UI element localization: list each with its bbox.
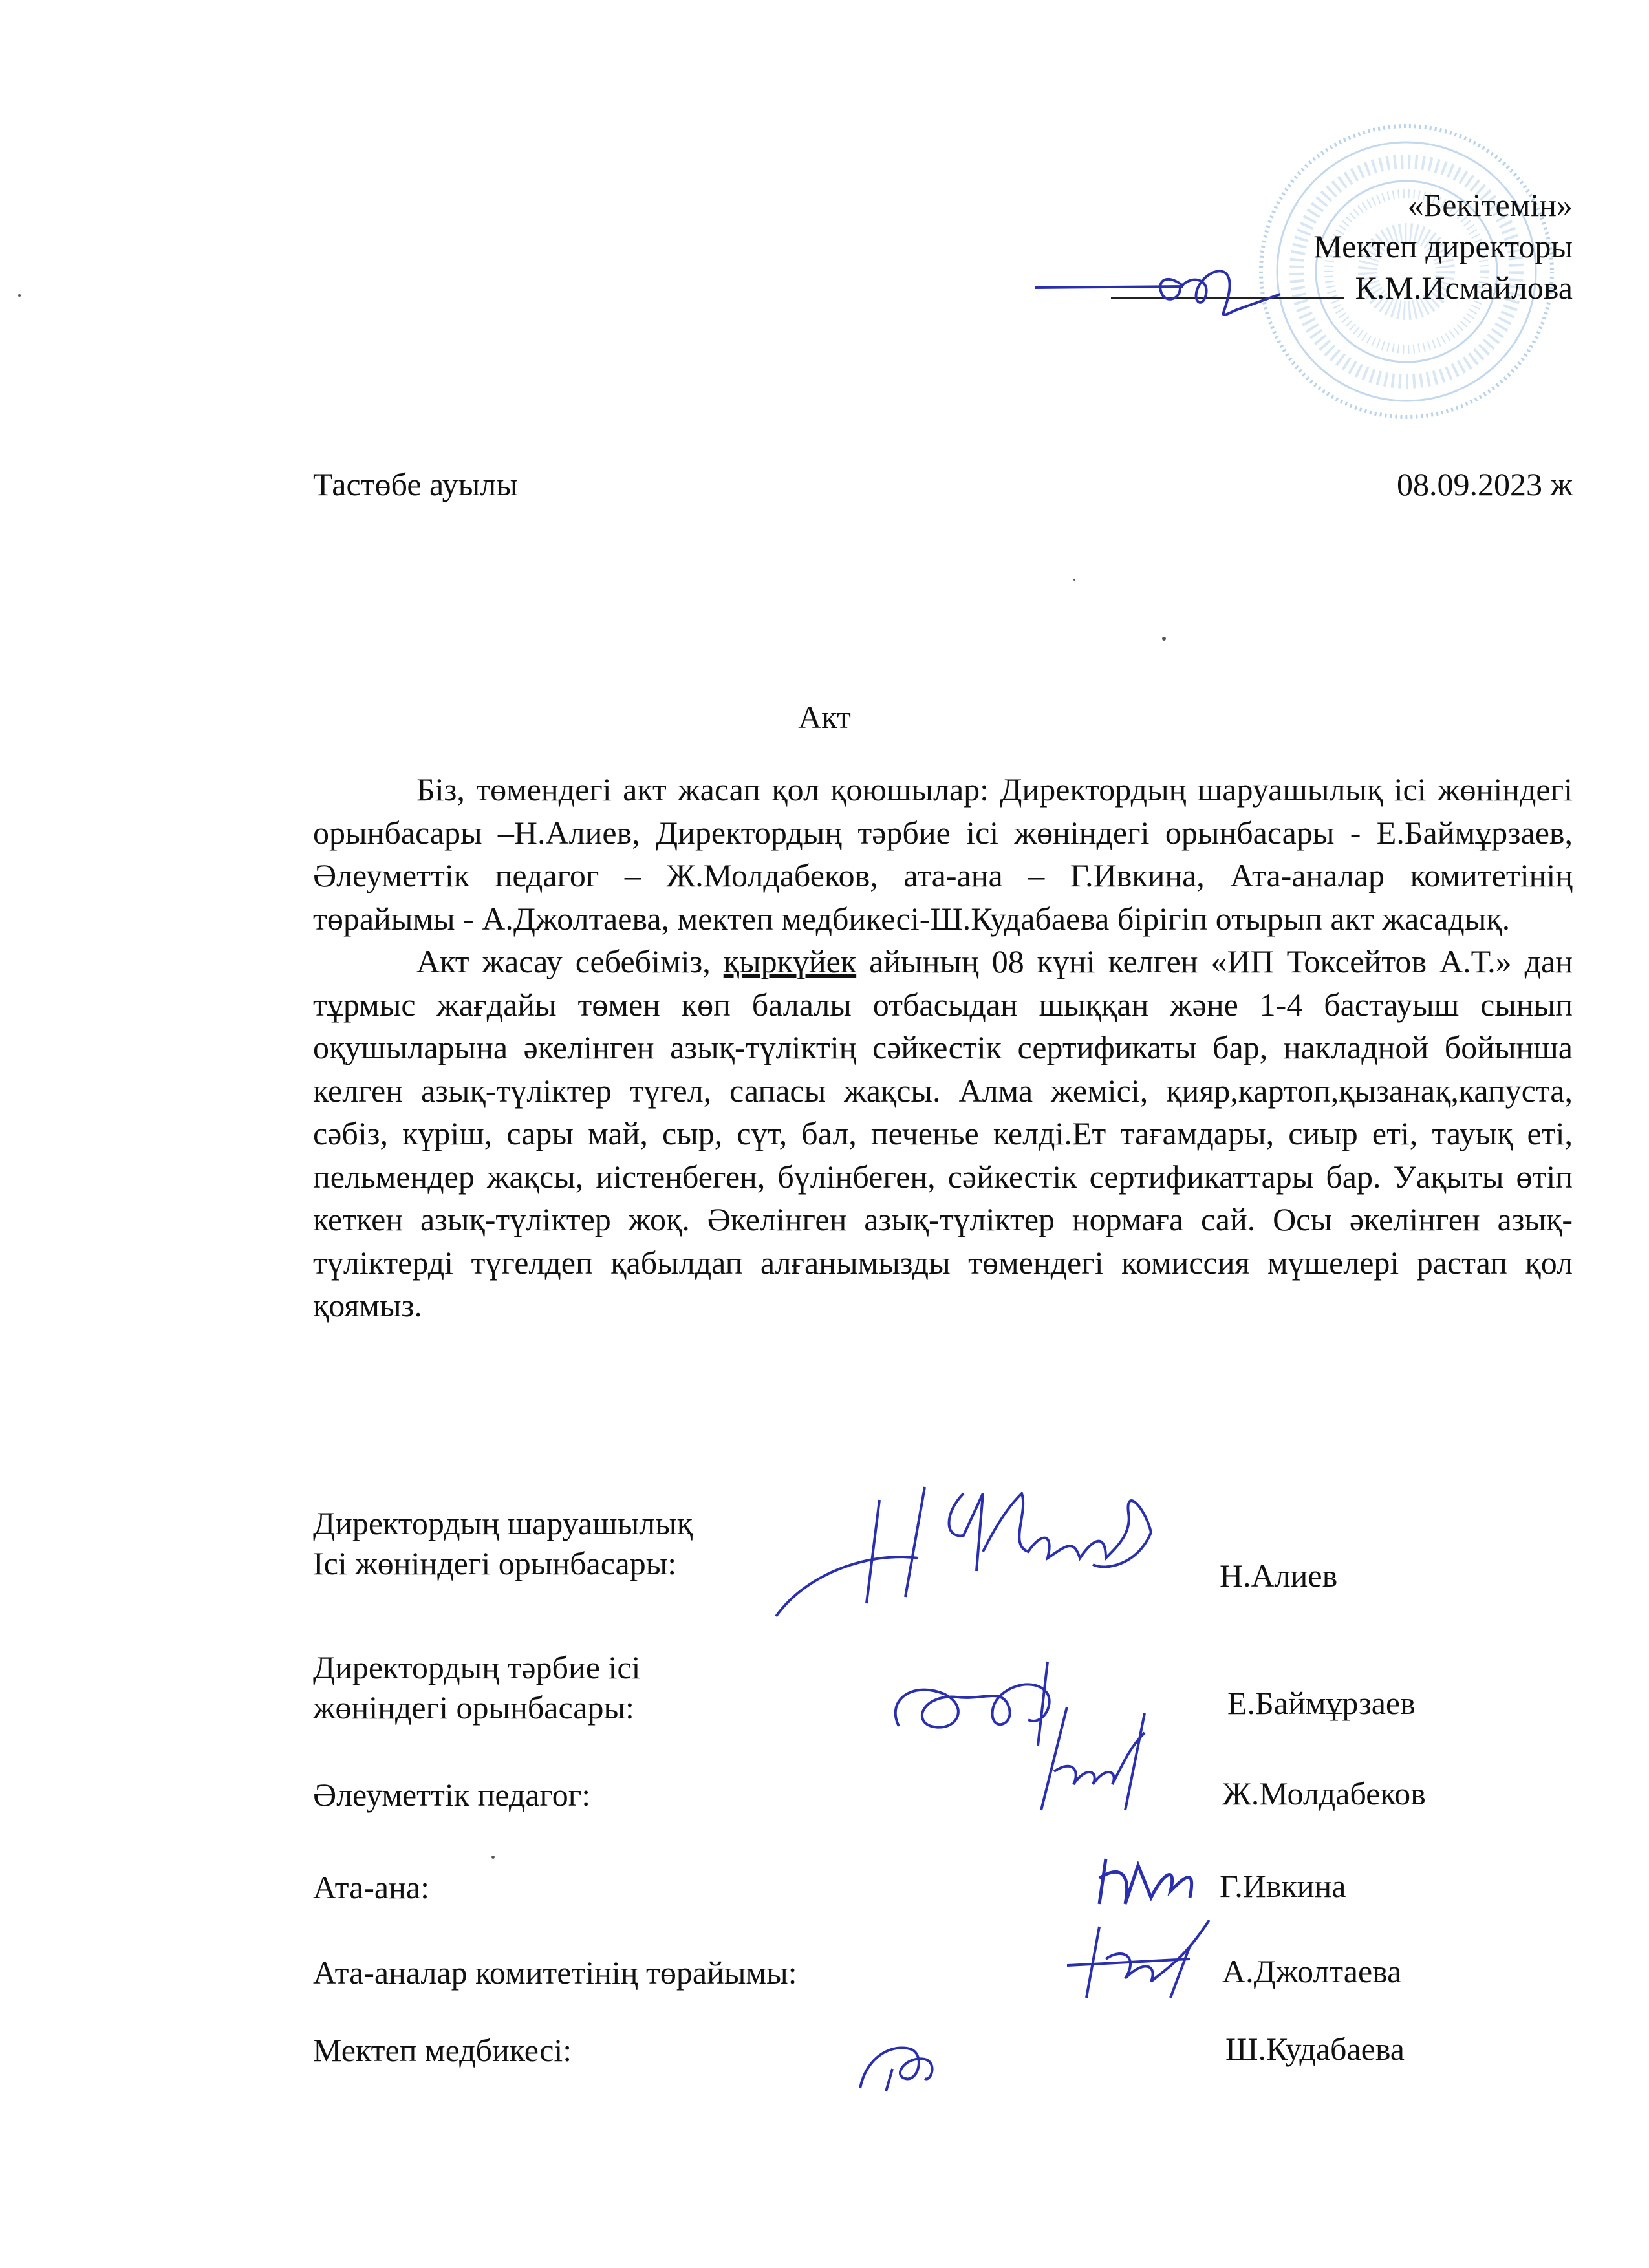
paragraph-2-rest: айының 08 күні келген «ИП Токсейтов А.Т.» дан тұрмыс жағдайы төмен көп балалы отбасыдан шыққан және 1-4 бастауыш сынып оқушыларына әкелінген азық-түліктің сәйкестік сертификаты бар, накладной бойынша келген азық-түліктер түгел, сапасы жақсы. Алма жемісі, қияр,картоп,қызанақ,капуста, сәбіз, күріш, сары май, сыр, сүт, бал, печенье келді.Ет тағамдары, сиыр еті, тауық еті, пельмендер жақсы, иістенбеген, бүлінбеген, сәйкестік сертификаттары бар. Уақыты өтіп кеткен азық-түліктер жоқ. Әкелінген азық-түліктер нормаға сай. Осы әкелінген азық-түліктерді түгелдеп қабылдап алғанымызды төмендегі комиссия мүшелері растап қол қоямыз. <box>313 943 1573 1323</box>
scan-speck <box>491 1856 495 1859</box>
scan-speck <box>1073 579 1075 581</box>
date-text: 08.09.2023 ж <box>1396 466 1573 502</box>
place-text: Тастөбе ауылы <box>313 466 518 502</box>
signer-role-line2: жөніндегі орынбасары: <box>313 1689 634 1726</box>
paragraph-2 <box>313 940 1573 1327</box>
signer-role: Директордың тәрбие ісі <box>313 1649 641 1685</box>
signature-moldabekov-icon <box>1035 1694 1164 1823</box>
signature-ivkina-icon <box>1093 1846 1209 1917</box>
scan-speck <box>18 294 21 297</box>
document-body <box>313 768 1573 1327</box>
signer-name: Г.Ивкина <box>1220 1868 1346 1904</box>
signer-name: Н.Алиев <box>1220 1557 1338 1594</box>
signer-name: Ш.Кудабаева <box>1225 2031 1405 2067</box>
paragraph-2-start: Акт жасау себебіміз, <box>416 943 724 979</box>
signer-role-line2: Ісі жөніндегі орынбасары: <box>313 1545 677 1581</box>
signature-dzholtaeva-icon <box>1061 1907 1216 2004</box>
signature-row-6 <box>313 2030 572 2070</box>
signature-row-1 <box>313 1503 693 1583</box>
paragraph-1: Біз, төмендегі акт жасап қол қоюшылар: Директордың шаруашылық ісі жөніндегі орынбасары –Н.Алиев, Директордың тәрбие ісі жөніндегі орынбасары - Е.Баймұрзаев, Әлеуметтік педагог – Ж.Молдабеков, ата-ана – Г.Ивкина, Ата-аналар комитетінің төрайымы - А.Джолтаева, мектеп медбикесі-Ш.Кудабаева бірігіп отырып акт жасадық. <box>313 771 1573 937</box>
scan-speck <box>1162 637 1166 641</box>
signer-name: Ж.Молдабеков <box>1222 1775 1426 1812</box>
signer-role: Ата-аналар комитетінің төрайымы: <box>313 1954 797 1991</box>
signer-name: А.Джолтаева <box>1222 1953 1402 1989</box>
signer-role: Әлеуметтік педагог: <box>313 1777 591 1813</box>
director-name: К.М.Исмайлова <box>1355 270 1573 306</box>
place-date-row <box>313 465 1573 503</box>
signature-row-5 <box>313 1952 797 1993</box>
signer-role: Мектеп медбикесі: <box>313 2032 572 2068</box>
approval-title: «Бекітемін» <box>1407 187 1573 223</box>
signature-kudabaeva-icon <box>854 2017 970 2095</box>
approval-position: Мектеп директоры <box>1313 228 1573 264</box>
signer-role: Ата-ана: <box>313 1869 429 1905</box>
signature-row-3 <box>313 1775 590 1815</box>
signature-aliev-icon <box>770 1474 1209 1629</box>
signer-role: Директордың шаруашылық <box>313 1505 693 1541</box>
signer-name: Е.Баймұрзаев <box>1227 1685 1416 1721</box>
month-underlined: қыркүйек <box>723 943 857 979</box>
document-title: Акт <box>798 699 851 735</box>
signature-row-4 <box>313 1867 429 1907</box>
director-signature-icon <box>1022 249 1293 333</box>
signature-row-2 <box>313 1647 640 1728</box>
